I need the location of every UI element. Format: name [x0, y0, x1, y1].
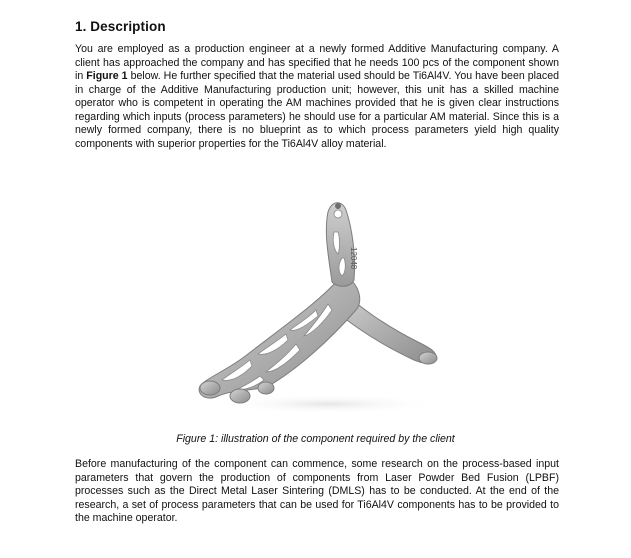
figure-reference: Figure 1: [86, 70, 128, 82]
section-heading: 1. Description: [75, 19, 166, 34]
intro-text-start: You are employed as a production engineer at a newly formed Additive Manufacturing company. A client has approached the company and has specified that he needs 100 pcs of the component shown in: [75, 43, 559, 82]
part-marking: 12048: [349, 247, 358, 270]
figure-caption: Figure 1: illustration of the component required by the client: [176, 433, 455, 445]
intro-text-end: below. He further specified that the material used should be Ti6Al4V. You have been placed in charge of the Additive Manufacturing production unit; however, this unit has a skilled machine operator who is competent in operating the AM machines provided that he is given clear instructions regarding which inputs (process parameters) he should use for a particular AM material. Since this is a newly formed company, there is no blueprint as to which process parameters yield high quality components with superior properties for the Ti6Al4V alloy material.: [75, 70, 559, 150]
right-foot: [419, 352, 437, 364]
closing-paragraph: Before manufacturing of the component can commence, some research on the process-based input parameters that govern the production of components from Laser Powder Bed Fusion (LPBF) processes such as the Direct Metal Laser Sintering (DMLS) has to be conducted. At the end of the research, a set of process parameters that can be used for Ti6Al4V components has to be provided to the machine operator.: [75, 458, 559, 524]
mounting-hole: [335, 203, 341, 209]
floor-shadow: [218, 394, 438, 414]
component-figure: [188, 192, 448, 422]
intro-paragraph: [75, 43, 559, 151]
